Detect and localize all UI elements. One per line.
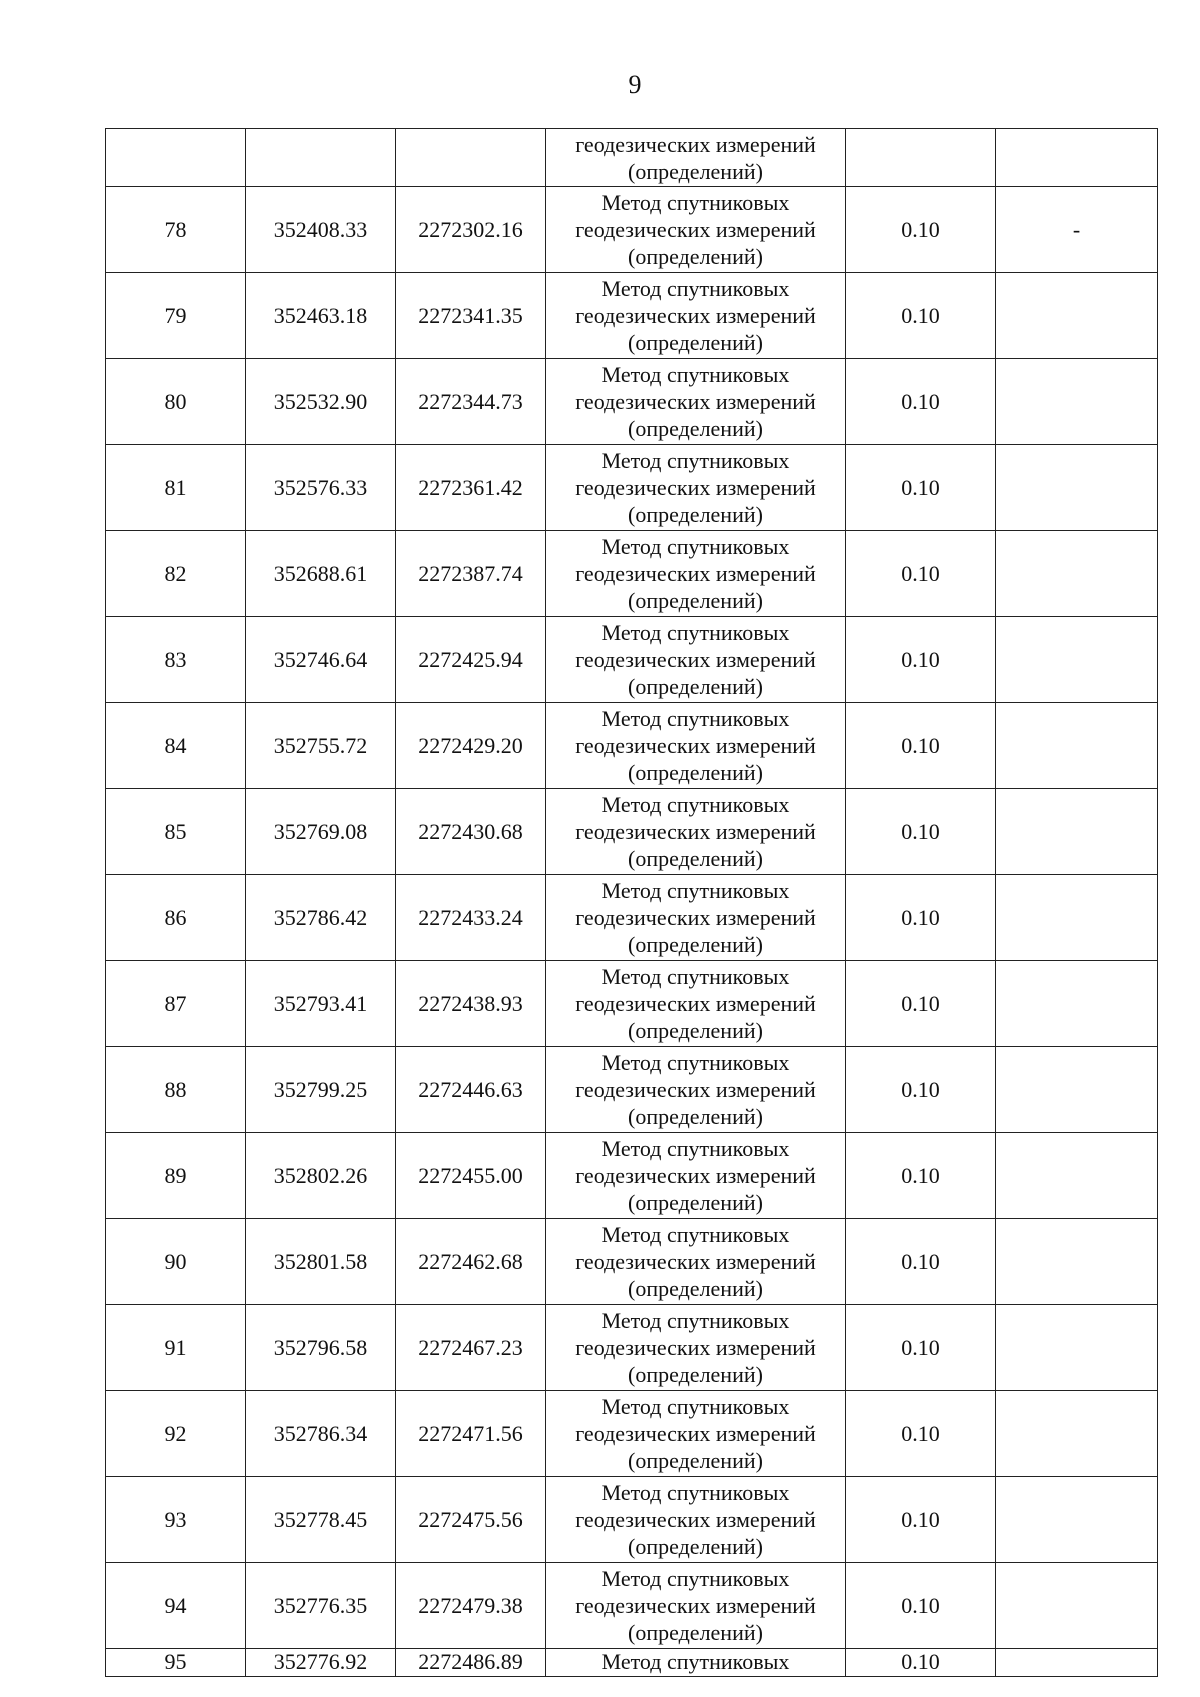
- method-line: (определений): [628, 502, 763, 527]
- point-number-cell: 93: [106, 1477, 246, 1563]
- y-coordinate-cell: 2272462.68: [396, 1219, 546, 1305]
- x-coordinate-cell: 352408.33: [246, 187, 396, 273]
- method-line: (определений): [628, 1018, 763, 1043]
- accuracy-cell: 0.10: [846, 1133, 996, 1219]
- y-coordinate-cell: 2272430.68: [396, 789, 546, 875]
- point-number-cell: 81: [106, 445, 246, 531]
- method-cell: [546, 273, 846, 359]
- method-line: Метод спутниковых: [601, 1480, 790, 1505]
- method-line: (определений): [628, 158, 763, 184]
- point-number-cell: 85: [106, 789, 246, 875]
- accuracy-cell: 0.10: [846, 961, 996, 1047]
- x-coordinate-cell: 352793.41: [246, 961, 396, 1047]
- method-cell: [546, 617, 846, 703]
- note-cell: [996, 703, 1158, 789]
- method-line: Метод спутниковых: [601, 1308, 790, 1333]
- table-row: [106, 617, 1158, 703]
- method-line: геодезических измерений: [575, 475, 816, 500]
- point-number-cell: [106, 129, 246, 187]
- method-line: геодезических измерений: [575, 303, 816, 328]
- method-line: Метод спутниковых: [601, 534, 790, 559]
- method-cell: [546, 961, 846, 1047]
- table-row: [106, 1649, 1158, 1677]
- table-row: [106, 789, 1158, 875]
- y-coordinate-cell: 2272361.42: [396, 445, 546, 531]
- y-coordinate-cell: 2272455.00: [396, 1133, 546, 1219]
- method-cell: [546, 187, 846, 273]
- method-line: геодезических измерений: [575, 1593, 816, 1618]
- method-line: Метод спутниковых: [601, 1136, 790, 1161]
- y-coordinate-cell: [396, 129, 546, 187]
- point-number-cell: 78: [106, 187, 246, 273]
- point-number-cell: 83: [106, 617, 246, 703]
- x-coordinate-cell: 352799.25: [246, 1047, 396, 1133]
- point-number-cell: 89: [106, 1133, 246, 1219]
- x-coordinate-cell: 352532.90: [246, 359, 396, 445]
- method-line: геодезических измерений: [575, 389, 816, 414]
- method-line: Метод спутниковых: [601, 620, 790, 645]
- method-cell: [546, 531, 846, 617]
- method-cell: [546, 789, 846, 875]
- method-line: (определений): [628, 1362, 763, 1387]
- method-cell: [546, 1133, 846, 1219]
- method-line: Метод спутниковых: [601, 964, 790, 989]
- method-line: геодезических измерений: [575, 1335, 816, 1360]
- method-line: (определений): [628, 330, 763, 355]
- accuracy-cell: 0.10: [846, 1219, 996, 1305]
- note-cell: [996, 129, 1158, 187]
- table-row: [106, 1133, 1158, 1219]
- table-row: [106, 961, 1158, 1047]
- method-line: геодезических измерений: [575, 1077, 816, 1102]
- method-line: геодезических измерений: [575, 647, 816, 672]
- y-coordinate-cell: 2272344.73: [396, 359, 546, 445]
- method-cell: [546, 1477, 846, 1563]
- method-line: геодезических измерений: [575, 733, 816, 758]
- method-cell: [546, 875, 846, 961]
- accuracy-cell: 0.10: [846, 1563, 996, 1649]
- y-coordinate-cell: 2272302.16: [396, 187, 546, 273]
- y-coordinate-cell: 2272387.74: [396, 531, 546, 617]
- note-cell: [996, 445, 1158, 531]
- y-coordinate-cell: 2272471.56: [396, 1391, 546, 1477]
- method-line: Метод спутниковых: [601, 706, 790, 731]
- method-line: геодезических измерений: [575, 131, 816, 157]
- accuracy-cell: 0.10: [846, 187, 996, 273]
- x-coordinate-cell: 352776.35: [246, 1563, 396, 1649]
- x-coordinate-cell: 352463.18: [246, 273, 396, 359]
- method-cell: [546, 1219, 846, 1305]
- accuracy-cell: 0.10: [846, 875, 996, 961]
- x-coordinate-cell: 352786.42: [246, 875, 396, 961]
- y-coordinate-cell: 2272425.94: [396, 617, 546, 703]
- y-coordinate-cell: 2272479.38: [396, 1563, 546, 1649]
- table-row: [106, 875, 1158, 961]
- accuracy-cell: 0.10: [846, 531, 996, 617]
- method-cell: [546, 359, 846, 445]
- accuracy-cell: 0.10: [846, 789, 996, 875]
- table-row: [106, 703, 1158, 789]
- method-line: геодезических измерений: [575, 561, 816, 586]
- point-number-cell: 92: [106, 1391, 246, 1477]
- table-row: [106, 187, 1158, 273]
- x-coordinate-cell: 352769.08: [246, 789, 396, 875]
- method-line: Метод спутниковых: [601, 792, 790, 817]
- table-body: [106, 129, 1158, 1677]
- table-row: [106, 1219, 1158, 1305]
- method-line: геодезических измерений: [575, 217, 816, 242]
- y-coordinate-cell: 2272433.24: [396, 875, 546, 961]
- method-cell: [546, 703, 846, 789]
- method-cell: [546, 1563, 846, 1649]
- accuracy-cell: 0.10: [846, 1391, 996, 1477]
- method-cell: [546, 129, 846, 187]
- point-number-cell: 94: [106, 1563, 246, 1649]
- note-cell: [996, 1477, 1158, 1563]
- method-line: Метод спутниковых: [601, 276, 790, 301]
- note-cell: [996, 273, 1158, 359]
- note-cell: [996, 1649, 1158, 1677]
- method-line: Метод спутниковых: [601, 362, 790, 387]
- y-coordinate-cell: 2272467.23: [396, 1305, 546, 1391]
- note-cell: [996, 359, 1158, 445]
- y-coordinate-cell: 2272429.20: [396, 703, 546, 789]
- method-line: Метод спутниковых: [601, 1394, 790, 1419]
- note-cell: [996, 1219, 1158, 1305]
- note-cell: [996, 617, 1158, 703]
- method-line: геодезических измерений: [575, 819, 816, 844]
- point-number-cell: 90: [106, 1219, 246, 1305]
- x-coordinate-cell: 352778.45: [246, 1477, 396, 1563]
- method-line: (определений): [628, 1276, 763, 1301]
- y-coordinate-cell: 2272475.56: [396, 1477, 546, 1563]
- method-line: геодезических измерений: [575, 1163, 816, 1188]
- x-coordinate-cell: 352796.58: [246, 1305, 396, 1391]
- x-coordinate-cell: 352776.92: [246, 1649, 396, 1677]
- y-coordinate-cell: 2272446.63: [396, 1047, 546, 1133]
- x-coordinate-cell: 352801.58: [246, 1219, 396, 1305]
- x-coordinate-cell: 352802.26: [246, 1133, 396, 1219]
- note-cell: [996, 1391, 1158, 1477]
- note-cell: [996, 1047, 1158, 1133]
- method-line: геодезических измерений: [575, 991, 816, 1016]
- note-cell: [996, 875, 1158, 961]
- method-line: (определений): [628, 846, 763, 871]
- point-number-cell: 80: [106, 359, 246, 445]
- table-row: [106, 273, 1158, 359]
- point-number-cell: 88: [106, 1047, 246, 1133]
- point-number-cell: 82: [106, 531, 246, 617]
- table-row: [106, 1477, 1158, 1563]
- method-cell: [546, 1391, 846, 1477]
- table-row: [106, 1391, 1158, 1477]
- note-cell: [996, 1305, 1158, 1391]
- method-line: (определений): [628, 1620, 763, 1645]
- accuracy-cell: 0.10: [846, 617, 996, 703]
- method-line: Метод спутниковых: [601, 448, 790, 473]
- accuracy-cell: 0.10: [846, 1477, 996, 1563]
- method-cell: [546, 445, 846, 531]
- table-row: [106, 1563, 1158, 1649]
- note-cell: [996, 531, 1158, 617]
- method-line: геодезических измерений: [575, 905, 816, 930]
- method-cell: [546, 1047, 846, 1133]
- method-line: (определений): [628, 1534, 763, 1559]
- note-cell: [996, 961, 1158, 1047]
- method-line: (определений): [628, 1190, 763, 1215]
- method-cell: Метод спутниковых: [546, 1649, 846, 1677]
- accuracy-cell: 0.10: [846, 1305, 996, 1391]
- x-coordinate-cell: 352786.34: [246, 1391, 396, 1477]
- accuracy-cell: 0.10: [846, 1047, 996, 1133]
- x-coordinate-cell: [246, 129, 396, 187]
- point-number-cell: 84: [106, 703, 246, 789]
- y-coordinate-cell: 2272486.89: [396, 1649, 546, 1677]
- method-line: (определений): [628, 1104, 763, 1129]
- accuracy-cell: 0.10: [846, 1649, 996, 1677]
- method-line: Метод спутниковых: [601, 1050, 790, 1075]
- method-line: (определений): [628, 416, 763, 441]
- x-coordinate-cell: 352746.64: [246, 617, 396, 703]
- y-coordinate-cell: 2272438.93: [396, 961, 546, 1047]
- table-row: [106, 359, 1158, 445]
- table-row: [106, 531, 1158, 617]
- point-number-cell: 86: [106, 875, 246, 961]
- x-coordinate-cell: 352755.72: [246, 703, 396, 789]
- method-line: (определений): [628, 674, 763, 699]
- point-number-cell: 91: [106, 1305, 246, 1391]
- accuracy-cell: 0.10: [846, 703, 996, 789]
- point-number-cell: 95: [106, 1649, 246, 1677]
- y-coordinate-cell: 2272341.35: [396, 273, 546, 359]
- table-row: [106, 1047, 1158, 1133]
- method-line: Метод спутниковых: [601, 1222, 790, 1247]
- note-cell: [996, 1133, 1158, 1219]
- method-line: геодезических измерений: [575, 1421, 816, 1446]
- table-row: [106, 445, 1158, 531]
- point-number-cell: 87: [106, 961, 246, 1047]
- accuracy-cell: 0.10: [846, 359, 996, 445]
- x-coordinate-cell: 352576.33: [246, 445, 396, 531]
- table-row: [106, 1305, 1158, 1391]
- method-line: (определений): [628, 760, 763, 785]
- method-line: (определений): [628, 588, 763, 613]
- method-line: Метод спутниковых: [601, 190, 790, 215]
- method-cell: [546, 1305, 846, 1391]
- method-line: геодезических измерений: [575, 1507, 816, 1532]
- coordinates-table: [105, 128, 1158, 1677]
- method-line: геодезических измерений: [575, 1249, 816, 1274]
- accuracy-cell: [846, 129, 996, 187]
- accuracy-cell: 0.10: [846, 273, 996, 359]
- method-line: (определений): [628, 244, 763, 269]
- note-cell: [996, 1563, 1158, 1649]
- method-line: (определений): [628, 932, 763, 957]
- point-number-cell: 79: [106, 273, 246, 359]
- accuracy-cell: 0.10: [846, 445, 996, 531]
- method-line: Метод спутниковых: [601, 878, 790, 903]
- table-row-continued: [106, 129, 1158, 187]
- note-cell: -: [996, 187, 1158, 273]
- note-cell: [996, 789, 1158, 875]
- x-coordinate-cell: 352688.61: [246, 531, 396, 617]
- method-line: (определений): [628, 1448, 763, 1473]
- method-line: Метод спутниковых: [601, 1566, 790, 1591]
- page-number: 9: [628, 70, 642, 99]
